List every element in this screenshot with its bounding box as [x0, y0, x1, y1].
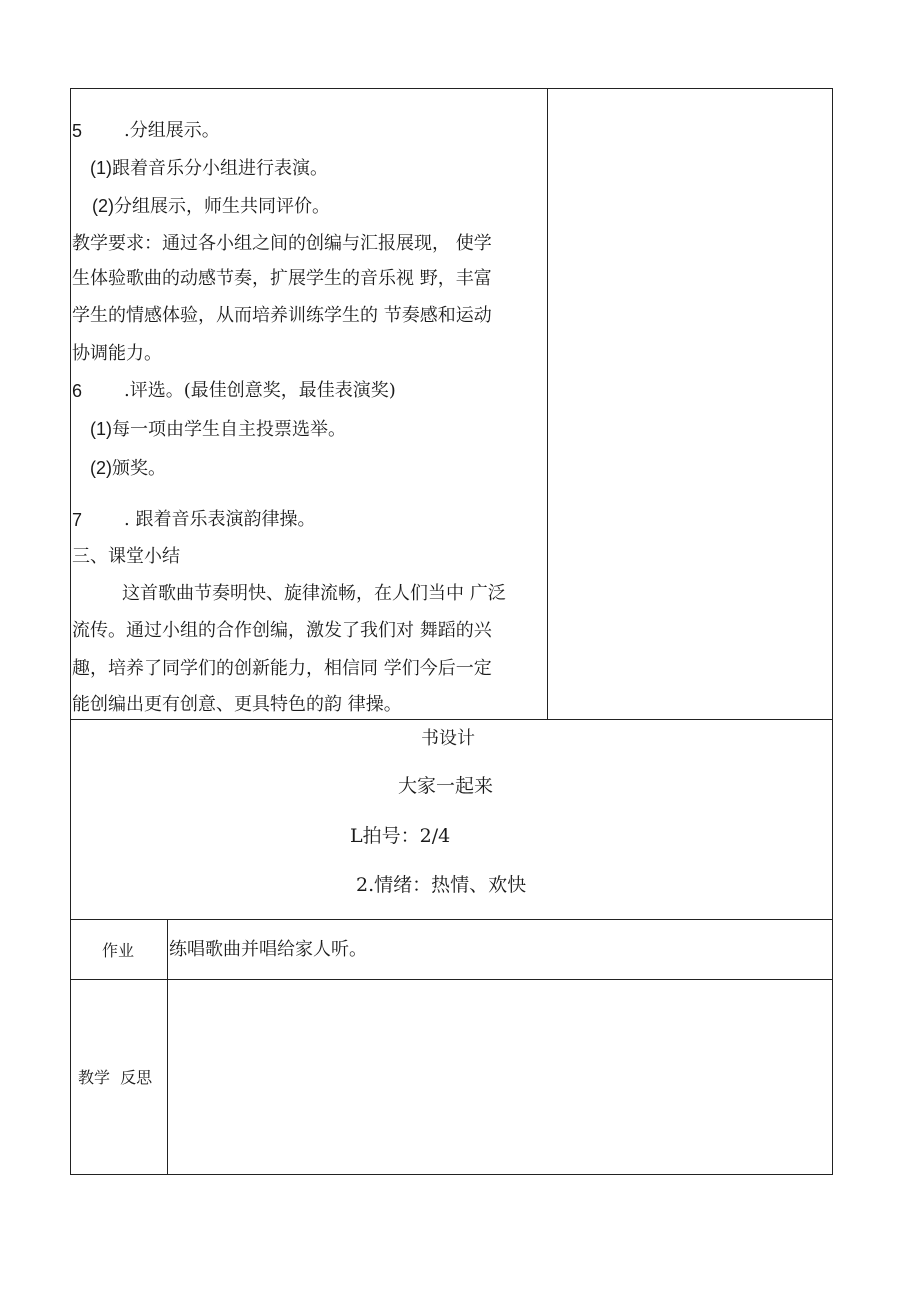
homework-label: 作业: [102, 941, 135, 960]
item-text: 跟着音乐分小组进行表演。: [112, 158, 328, 179]
step-number: 6: [72, 381, 83, 401]
requirement-line: 教学要求：通过各小组之间的创编与汇报展现， 使学: [72, 233, 492, 254]
board-line-2: [356, 874, 526, 896]
table-divider-homework: [70, 919, 833, 920]
table-divider-label-column: [167, 919, 168, 1175]
board-line-text: 拍号：: [362, 825, 420, 847]
step-number: 7: [72, 510, 83, 530]
step-title: .评选。(最佳创意奖，最佳表演奖): [124, 380, 396, 401]
summary-heading: 三、课堂小结: [72, 546, 180, 567]
requirement-line: 生体验歌曲的动感节奏，扩展学生的音乐视 野，丰富: [72, 268, 492, 289]
step-5-item-1: [90, 157, 328, 180]
item-number: (2): [90, 458, 112, 478]
step-title: .分组展示。: [124, 120, 220, 141]
step-title: . 跟着音乐表演韵律操。: [124, 509, 316, 530]
board-line-text: 情绪：热情、欢快: [374, 874, 527, 896]
step-6-item-2: [90, 457, 166, 480]
table-divider-notes-column: [547, 88, 548, 720]
step-6-item-1: [90, 418, 346, 441]
table-divider-board: [70, 719, 833, 720]
board-line-value: 2/4: [419, 825, 451, 847]
step-number: 5: [72, 121, 83, 141]
board-title: 大家一起来: [398, 775, 494, 797]
requirement-line: 协调能力。: [72, 343, 162, 364]
step-6: [72, 380, 396, 403]
requirement-line: 学生的情感体验，从而培养训练学生的 节奏感和运动: [72, 305, 492, 326]
board-heading: 书设计: [421, 728, 475, 749]
summary-line: 能创编出更有创意、更具特色的韵 律操。: [72, 694, 402, 715]
board-line-prefix: 2.: [356, 874, 375, 896]
step-7: [72, 509, 316, 532]
reflection-label: 教学 反思: [78, 1068, 153, 1087]
item-number: (2): [92, 196, 114, 216]
item-text: 颁奖。: [112, 458, 166, 479]
summary-line: 流传。通过小组的合作创编，激发了我们对 舞蹈的兴: [72, 620, 492, 641]
summary-line: 趣，培养了同学们的创新能力，相信同 学们今后一定: [72, 658, 492, 679]
board-line-prefix: L: [350, 825, 363, 847]
board-line-1: [350, 825, 450, 847]
item-text: 分组展示，师生共同评价。: [114, 196, 330, 217]
homework-content: 练唱歌曲并唱给家人听。: [169, 939, 367, 960]
item-number: (1): [90, 419, 112, 439]
step-5-item-2: [92, 195, 330, 218]
step-5: [72, 120, 220, 143]
item-text: 每一项由学生自主投票选举。: [112, 419, 346, 440]
item-number: (1): [90, 158, 112, 178]
summary-line: 这首歌曲节奏明快、旋律流畅，在人们当中 广泛: [122, 583, 506, 604]
table-divider-reflection: [70, 979, 833, 980]
